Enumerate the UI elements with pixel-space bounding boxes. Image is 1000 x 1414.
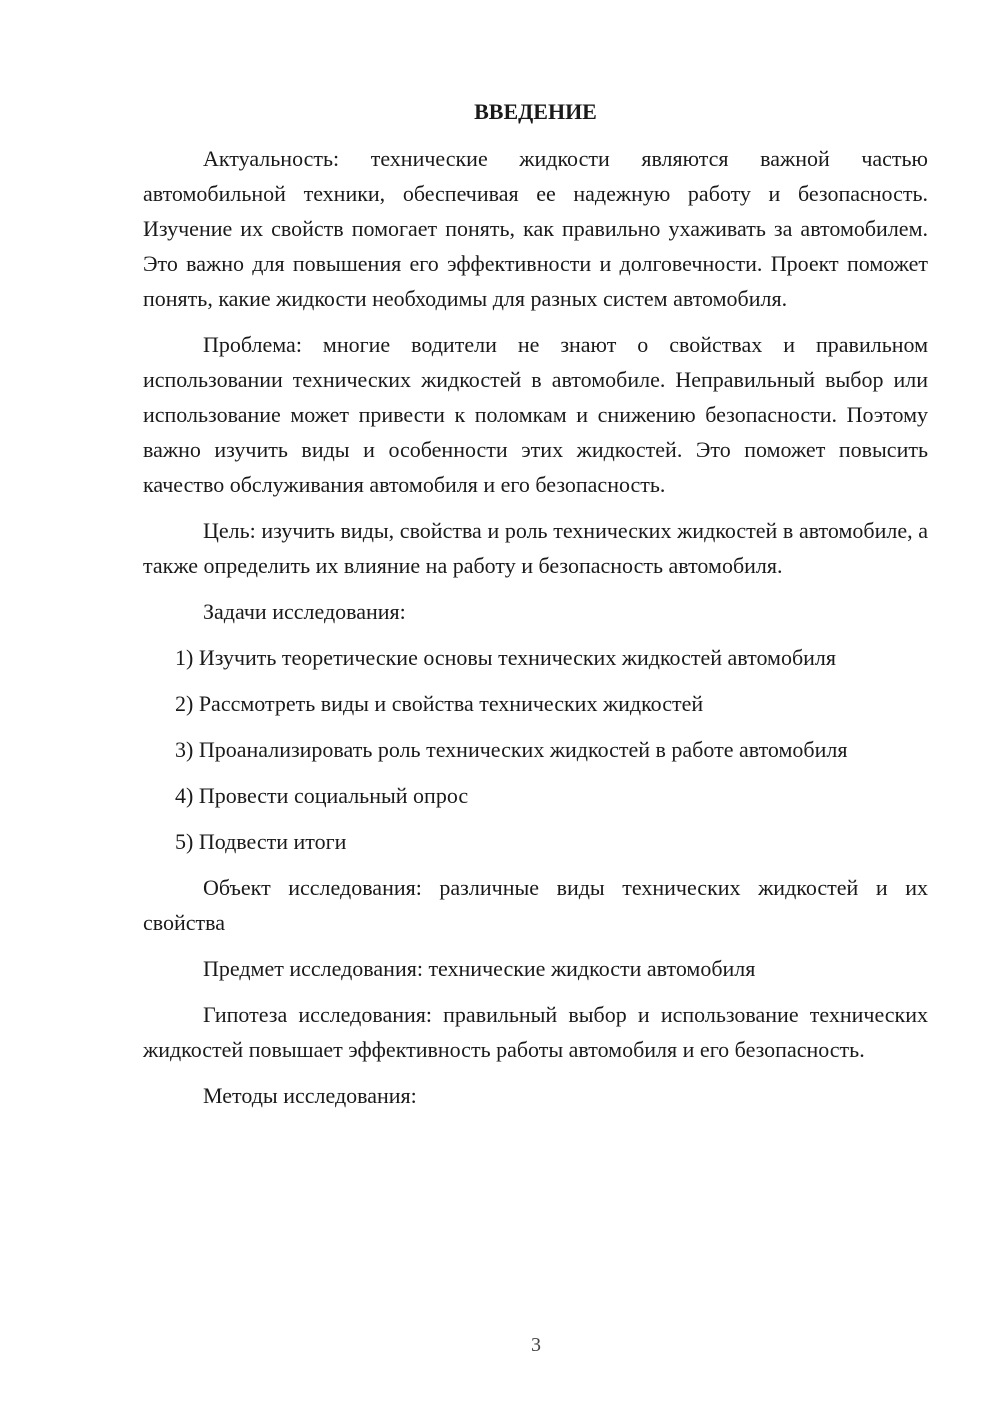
object-paragraph: Объект исследования: различные виды технических жидкостей и их свойства bbox=[143, 875, 928, 935]
hypothesis-paragraph: Гипотеза исследования: правильный выбор и использование технических жидкостей повышает эффективность работы автомобиля и его безопасность. bbox=[143, 1002, 928, 1062]
task-item: 4) Провести социальный опрос bbox=[175, 783, 469, 808]
subject-paragraph: Предмет исследования: технические жидкости автомобиля bbox=[203, 956, 756, 981]
relevance-paragraph: Актуальность: технические жидкости являются важной частью автомобильной техники, обеспечивая ее надежную работу и безопасность. Изучение их свойств помогает понять, как правильно ухаживать за автомобилем. Это важно для повышения его эффективности и долговечности. Проект поможет понять, какие жидкости необходимы для разных систем автомобиля. bbox=[143, 146, 928, 311]
tasks-heading: Задачи исследования: bbox=[203, 599, 406, 624]
task-item: 3) Проанализировать роль технических жидкостей в работе автомобиля bbox=[175, 737, 848, 762]
page-content bbox=[143, 94, 928, 1124]
page-number: 3 bbox=[531, 1334, 541, 1356]
task-item: 5) Подвести итоги bbox=[175, 829, 347, 854]
task-item: 2) Рассмотреть виды и свойства технических жидкостей bbox=[175, 691, 704, 716]
methods-heading: Методы исследования: bbox=[203, 1083, 417, 1108]
task-item: 1) Изучить теоретические основы технических жидкостей автомобиля bbox=[175, 645, 837, 670]
problem-paragraph: Проблема: многие водители не знают о свойствах и правильном использовании технических жидкостей в автомобиле. Неправильный выбор или использование может привести к поломкам и снижению безопасности. Поэтому важно изучить виды и особенности этих жидкостей. Это поможет повысить качество обслуживания автомобиля и его безопасность. bbox=[143, 332, 928, 497]
goal-paragraph: Цель: изучить виды, свойства и роль технических жидкостей в автомобиле, а также определить их влияние на работу и безопасность автомобиля. bbox=[143, 518, 928, 578]
section-title: ВВЕДЕНИЕ bbox=[474, 99, 597, 124]
